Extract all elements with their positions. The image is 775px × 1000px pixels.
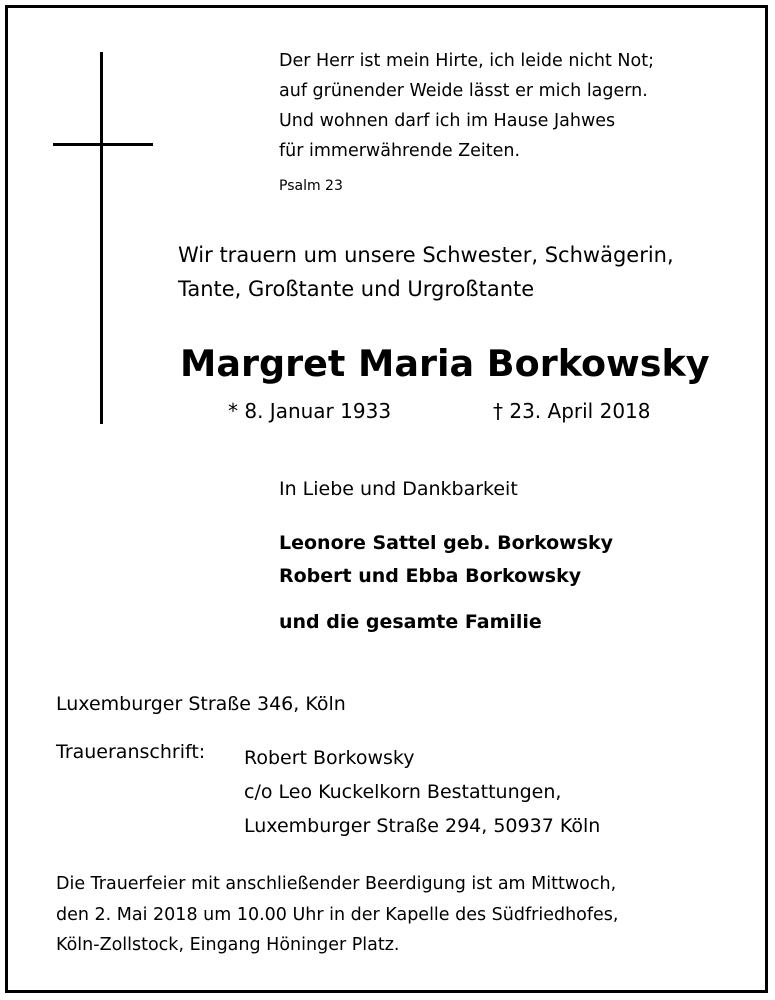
birth-date: * 8. Januar 1933 <box>228 399 392 423</box>
death-date: † 23. April 2018 <box>493 399 651 423</box>
deceased-name: Margret Maria Borkowsky <box>180 342 710 385</box>
mourning-line: Tante, Großtante und Urgroßtante <box>178 277 535 301</box>
mourning-line: Wir trauern um unsere Schwester, Schwägerin, <box>178 243 674 267</box>
psalm-line: Der Herr ist mein Hirte, ich leide nicht Not; <box>279 51 654 71</box>
service-details <box>56 869 619 961</box>
psalm-line: auf grünender Weide lässt er mich lagern. <box>279 81 648 101</box>
mourning-address <box>244 741 600 843</box>
mourner-name: Leonore Sattel geb. Borkowsky <box>279 532 614 554</box>
service-line: den 2. Mai 2018 um 10.00 Uhr in der Kapelle des Südfriedhofes, <box>56 904 619 925</box>
cross-vertical-bar <box>100 52 103 424</box>
psalm-quote <box>279 46 654 166</box>
mourner-name: Robert und Ebba Borkowsky <box>279 565 582 587</box>
mourning-statement <box>178 238 674 306</box>
mourning-address-line: Robert Borkowsky <box>244 747 415 769</box>
psalm-reference: Psalm 23 <box>279 178 343 194</box>
mourning-address-line: c/o Leo Kuckelkorn Bestattungen, <box>244 781 562 803</box>
service-line: Köln-Zollstock, Eingang Höninger Platz. <box>56 935 400 955</box>
cross-horizontal-bar <box>53 143 153 146</box>
psalm-line: Und wohnen darf ich im Hause Jahwes <box>279 111 616 131</box>
mourners-names <box>279 527 613 593</box>
mourning-address-label: Traueranschrift: <box>56 741 206 763</box>
mourners-intro: In Liebe und Dankbarkeit <box>279 478 518 500</box>
service-line: Die Trauerfeier mit anschließender Beerdigung ist am Mittwoch, <box>56 874 617 894</box>
psalm-line: für immerwährende Zeiten. <box>279 141 521 161</box>
mourning-address-line: Luxemburger Straße 294, 50937 Köln <box>244 815 601 837</box>
mourners-family: und die gesamte Familie <box>279 611 542 633</box>
residence-address: Luxemburger Straße 346, Köln <box>56 693 346 715</box>
